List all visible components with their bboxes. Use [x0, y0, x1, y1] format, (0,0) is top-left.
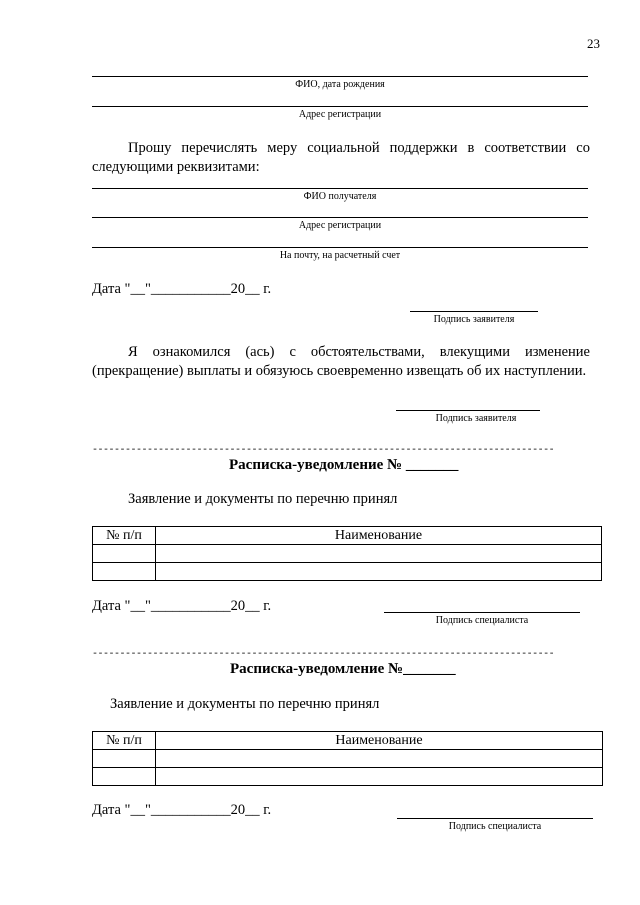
recipient-address-caption: Адрес регистрации [298, 220, 382, 231]
col-number-header: № п/п [93, 527, 156, 545]
applicant-signature-caption-2: Подпись заявителя [435, 413, 517, 424]
address-line[interactable] [92, 106, 588, 107]
receipt-date-field-1[interactable]: Дата "__"___________20__ г. [92, 598, 272, 614]
specialist-signature-line-2[interactable] [397, 818, 593, 819]
recipient-line[interactable] [92, 188, 588, 189]
documents-table-2 [92, 731, 603, 786]
request-paragraph: Прошу перечислять меру социальной поддержки в соответствии со следующими реквизитами: [92, 140, 590, 175]
applicant-signature-caption: Подпись заявителя [433, 314, 515, 325]
cut-line-1: ------------------------------------------------------------------------------------ [92, 445, 555, 456]
acknowledge-paragraph: Я ознакомился (ась) с обстоятельствами, влекущими изменение (прекращение) выплаты и обязуюсь своевременно извещать об их наступлении. [92, 344, 590, 379]
receipt-intro-1: Заявление и документы по перечню принял [128, 491, 398, 507]
table-header-row [93, 732, 603, 750]
table-cell[interactable] [156, 750, 603, 768]
receipt-title-2: Расписка-уведомление №_______ [230, 661, 456, 677]
recipient-caption: ФИО получателя [303, 191, 377, 202]
table-cell[interactable] [93, 545, 156, 563]
table-cell[interactable] [156, 768, 603, 786]
col-name-header: Наименование [156, 527, 602, 545]
fio-dob-caption: ФИО, дата рождения [295, 79, 385, 90]
documents-table-1 [92, 526, 602, 581]
table-cell[interactable] [93, 768, 156, 786]
cut-line-2: ------------------------------------------------------------------------------------ [92, 649, 555, 660]
table-row [93, 750, 603, 768]
delivery-caption: На почту, на расчетный счет [279, 250, 401, 261]
table-cell[interactable] [156, 545, 602, 563]
address-caption: Адрес регистрации [298, 109, 382, 120]
applicant-signature-line-2[interactable] [396, 410, 540, 411]
table-row [93, 545, 602, 563]
receipt-intro-2: Заявление и документы по перечню принял [110, 696, 380, 712]
col-number-header: № п/п [93, 732, 156, 750]
specialist-signature-line-1[interactable] [384, 612, 580, 613]
table-row [93, 563, 602, 581]
receipt-title-1: Расписка-уведомление № _______ [229, 457, 459, 473]
recipient-address-line[interactable] [92, 217, 588, 218]
applicant-signature-line[interactable] [410, 311, 538, 312]
specialist-signature-caption-1: Подпись специалиста [435, 615, 529, 626]
delivery-line[interactable] [92, 247, 588, 248]
col-name-header: Наименование [156, 732, 603, 750]
table-header-row [93, 527, 602, 545]
specialist-signature-caption-2: Подпись специалиста [448, 821, 542, 832]
date-field[interactable]: Дата "__"___________20__ г. [92, 281, 272, 297]
table-cell[interactable] [93, 750, 156, 768]
receipt-date-field-2[interactable]: Дата "__"___________20__ г. [92, 802, 272, 818]
table-cell[interactable] [156, 563, 602, 581]
table-cell[interactable] [93, 563, 156, 581]
fio-dob-line[interactable] [92, 76, 588, 77]
page-number: 23 [587, 36, 600, 51]
table-row [93, 768, 603, 786]
